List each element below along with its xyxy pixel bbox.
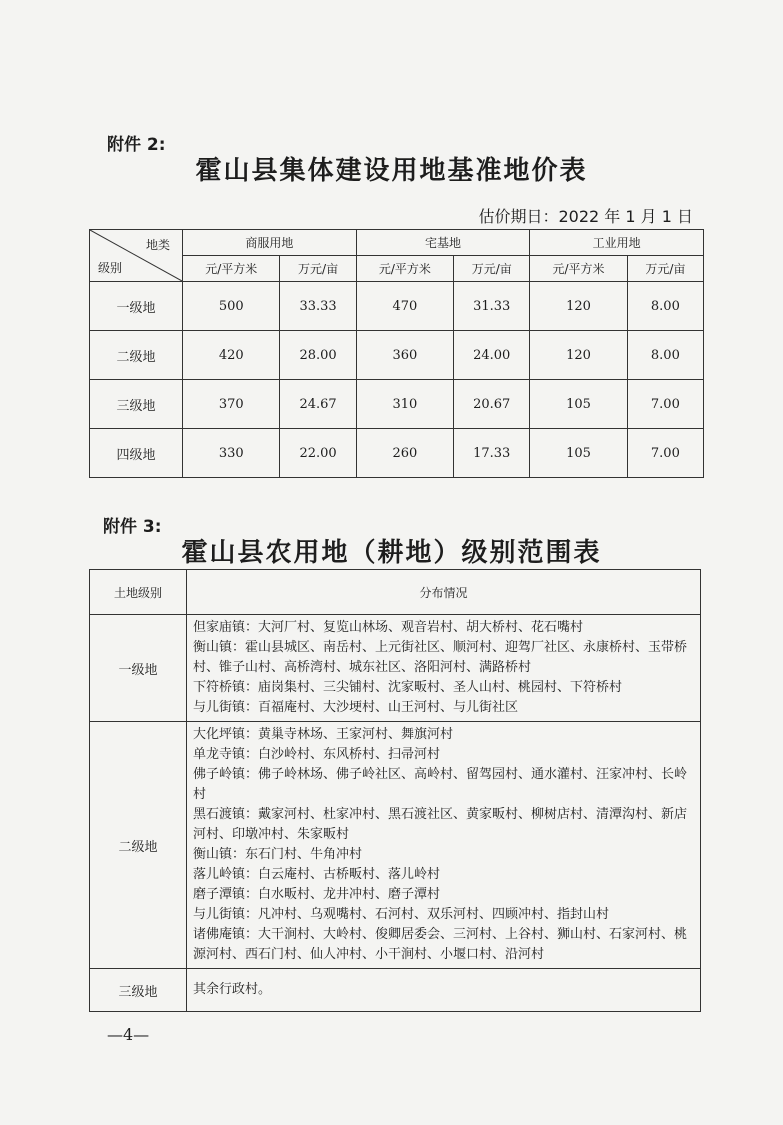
value-cell: 33.33 <box>280 282 356 331</box>
distribution-line: 与儿街镇：百福庵村、大沙埂村、山王河村、与儿街社区 <box>193 700 519 715</box>
level-cell: 一级地 <box>90 282 183 331</box>
distribution-header: 分布情况 <box>187 570 701 615</box>
unit-header: 万元/亩 <box>627 256 703 282</box>
value-cell: 120 <box>530 331 627 380</box>
table-row <box>90 282 704 331</box>
distribution-line: 衡山镇：东石门村、牛角冲村 <box>193 847 363 862</box>
value-cell: 8.00 <box>627 331 703 380</box>
group-header: 宅基地 <box>356 230 530 256</box>
table-row <box>90 380 704 429</box>
level-header: 土地级别 <box>90 570 187 615</box>
level-cell: 二级地 <box>90 722 187 969</box>
corner-bottom-label: 级别 <box>98 261 123 275</box>
page-number: —4— <box>107 1025 150 1044</box>
table-row <box>90 331 704 380</box>
table-row <box>90 722 701 969</box>
value-cell: 31.33 <box>454 282 530 331</box>
distribution-line: 落儿岭镇：白云庵村、古桥畈村、落儿岭村 <box>193 867 441 882</box>
group-header: 商服用地 <box>183 230 357 256</box>
value-cell: 105 <box>530 429 627 478</box>
value-cell: 360 <box>356 331 453 380</box>
level-cell: 一级地 <box>90 615 187 722</box>
annex2-title: 霍山县集体建设用地基准地价表 <box>195 156 588 186</box>
annex3-title: 霍山县农用地（耕地）级别范围表 <box>181 538 602 568</box>
value-cell: 260 <box>356 429 453 478</box>
level-cell: 四级地 <box>90 429 183 478</box>
annex3-label: 附件 3: <box>103 517 162 537</box>
value-cell: 24.00 <box>454 331 530 380</box>
unit-header: 万元/亩 <box>280 256 356 282</box>
value-cell: 24.67 <box>280 380 356 429</box>
value-cell: 420 <box>183 331 280 380</box>
unit-header: 元/平方米 <box>356 256 453 282</box>
corner-cell <box>90 230 183 282</box>
value-cell: 370 <box>183 380 280 429</box>
distribution-line: 与儿街镇：凡冲村、乌观嘴村、石河村、双乐河村、四顾冲村、指封山村 <box>193 907 610 922</box>
value-cell: 28.00 <box>280 331 356 380</box>
distribution-line: 大化坪镇：黄巢寺林场、王家河村、舞旗河村 <box>193 727 454 742</box>
distribution-line: 佛子岭镇：佛子岭林场、佛子岭社区、高岭村、留驾园村、通水灌村、汪家冲村、长岭村 <box>193 767 688 802</box>
corner-top-label: 地类 <box>145 238 170 252</box>
distribution-line: 衡山镇：霍山县城区、南岳村、上元街社区、顺河村、迎驾厂社区、永康桥村、玉带桥村、锥子山村、高桥湾村、城东社区、洛阳河村、满路桥村 <box>193 640 688 675</box>
value-cell: 470 <box>356 282 453 331</box>
distribution-line: 诸佛庵镇：大干涧村、大岭村、俊卿居委会、三河村、上谷村、狮山村、石家河村、桃源河村、西石门村、仙人冲村、小干涧村、小堰口村、沿河村 <box>193 927 688 962</box>
unit-header: 万元/亩 <box>454 256 530 282</box>
value-cell: 310 <box>356 380 453 429</box>
value-cell: 7.00 <box>627 429 703 478</box>
distribution-cell <box>187 722 701 969</box>
value-cell: 8.00 <box>627 282 703 331</box>
distribution-cell <box>187 615 701 722</box>
land-price-table <box>89 229 704 478</box>
distribution-line: 下符桥镇：庙岗集村、三尖铺村、沈家畈村、圣人山村、桃园村、下符桥村 <box>193 680 623 695</box>
distribution-line: 单龙寺镇：白沙岭村、东风桥村、扫帚河村 <box>193 747 441 762</box>
farmland-level-table <box>89 569 701 1012</box>
annex2-label: 附件 2: <box>107 135 166 155</box>
unit-header: 元/平方米 <box>183 256 280 282</box>
level-cell: 二级地 <box>90 331 183 380</box>
level-cell: 三级地 <box>90 969 187 1012</box>
level-cell: 三级地 <box>90 380 183 429</box>
distribution-line: 黑石渡镇：戴家河村、杜家冲村、黑石渡社区、黄家畈村、柳树店村、清潭沟村、新店河村、印墩冲村、朱家畈村 <box>193 807 688 842</box>
value-cell: 17.33 <box>454 429 530 478</box>
value-cell: 20.67 <box>454 380 530 429</box>
group-header: 工业用地 <box>530 230 704 256</box>
distribution-line: 但家庙镇：大河厂村、复览山林场、观音岩村、胡大桥村、花石嘴村 <box>193 620 584 635</box>
unit-header: 元/平方米 <box>530 256 627 282</box>
table-row <box>90 615 701 722</box>
valuation-date: 估价期日：2022 年 1 月 1 日 <box>478 207 693 226</box>
distribution-cell <box>187 969 701 1012</box>
value-cell: 120 <box>530 282 627 331</box>
value-cell: 500 <box>183 282 280 331</box>
table-row <box>90 969 701 1012</box>
table-row <box>90 429 704 478</box>
value-cell: 7.00 <box>627 380 703 429</box>
value-cell: 105 <box>530 380 627 429</box>
distribution-line: 磨子潭镇：白水畈村、龙井冲村、磨子潭村 <box>193 887 441 902</box>
value-cell: 330 <box>183 429 280 478</box>
value-cell: 22.00 <box>280 429 356 478</box>
distribution-line: 其余行政村。 <box>193 982 272 997</box>
